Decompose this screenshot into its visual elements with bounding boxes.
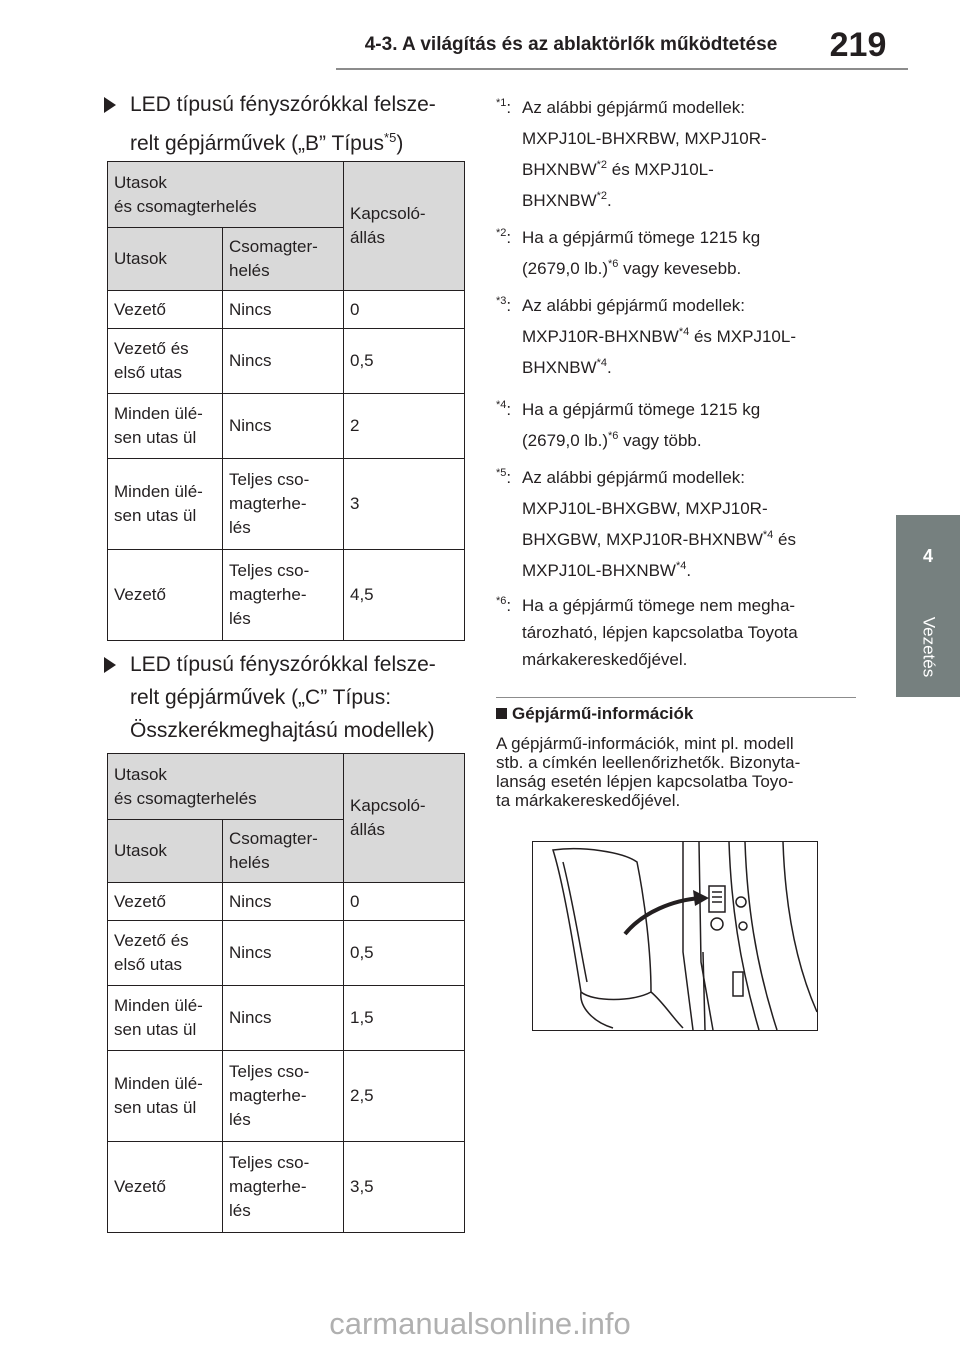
table-header-passengers: Utasok: [108, 228, 223, 291]
footnote-3: $^{*3}$: Az alábbi gépjármű modellek: MXPJ10R-BHXNBW$^{*4}$ és MXPJ10L- BHXNBW$^{*4}$.: [496, 295, 796, 377]
header-title: 4-3. A világítás és az ablaktörlők működtetése: [364, 34, 778, 55]
bullet-arrow-icon: [104, 657, 116, 673]
section-heading: Gépjármű-információk: [496, 704, 856, 724]
door-pillar-drawing: [533, 842, 817, 1030]
table-row: Vezető Nincs 0: [108, 291, 465, 329]
table-b-type: [107, 161, 465, 641]
bullet-arrow-icon: [104, 97, 116, 113]
watermark: carmanualsonline.info: [329, 1306, 631, 1341]
table-header-cargo: Csomagter- helés: [223, 228, 344, 291]
table-row: Minden ülé- sen utas ül Nincs 1,5: [108, 986, 465, 1051]
footnote-1: $^{*1}$: Az alábbi gépjármű modellek: MXPJ10L-BHXRBW, MXPJ10R- BHXNBW$^{*2}$ és MXPJ10L- BHXNBW$^{*2}$.: [496, 97, 767, 210]
table-row: Vezető Nincs 0: [108, 883, 465, 921]
header-rule: [336, 68, 908, 70]
table-header-load: Utasok és csomagterhelés: [108, 162, 344, 228]
bullet-led-b-type: LED típusú fényszórókkal felsze- relt gépjárművek („B” Típus$^{*5}$): [104, 88, 472, 160]
page-number: 219: [829, 26, 887, 64]
table-row: Minden ülé- sen utas ül Teljes cso- magterhe- lés 2,5: [108, 1051, 465, 1142]
section-divider: [496, 697, 856, 698]
table-row: Minden ülé- sen utas ül Teljes cso- magterhe- lés 3: [108, 459, 465, 550]
table-header-load: Utasok és csomagterhelés: [108, 754, 344, 820]
table-header-switch: Kapcsoló- állás: [344, 754, 465, 883]
footnote-4: $^{*4}$: Ha a gépjármű tömege 1215 kg (2679,0 lb.)$^{*6}$ vagy több.: [496, 399, 761, 450]
table-row: Vezető és első utas Nincs 0,5: [108, 329, 465, 394]
table-row: Vezető Teljes cso- magterhe- lés 3,5: [108, 1142, 465, 1233]
table-c-type: [107, 753, 465, 1233]
square-bullet-icon: [496, 708, 507, 719]
footnote-6: $^{*6}$: Ha a gépjármű tömege nem megha- tározható, lépjen kapcsolatba Toyota márkakereskedőjével.: [496, 595, 798, 669]
table-header-passengers: Utasok: [108, 820, 223, 883]
section-body: A gépjármű-információk, mint pl. modell stb. a címkén leellenőrizhetők. Bizonyta- lanság esetén lépjen kapcsolatba Toyo- ta márkakereskedőjével.: [496, 734, 801, 810]
bullet-led-c-type: LED típusú fényszórókkal felsze- relt gépjárművek („C” Típus: Összkerékmeghajtású modellek): [104, 648, 472, 747]
table-row: Vezető Teljes cso- magterhe- lés 4,5: [108, 550, 465, 641]
vehicle-label-illustration: [532, 841, 818, 1031]
table-header-cargo: Csomagter- helés: [223, 820, 344, 883]
table-header-switch: Kapcsoló- állás: [344, 162, 465, 291]
table-row: Minden ülé- sen utas ül Nincs 2: [108, 394, 465, 459]
table-row: Vezető és első utas Nincs 0,5: [108, 921, 465, 986]
chapter-tab-label[interactable]: Vezetés: [896, 597, 960, 697]
footnote-5: $^{*5}$: Az alábbi gépjármű modellek: MXPJ10L-BHXGBW, MXPJ10R- BHXGBW, MXPJ10R-BHXNBW$^{*4}$ és MXPJ10L-BHXNBW$^{*4}$.: [496, 467, 796, 580]
chapter-tab-number[interactable]: 4: [896, 515, 960, 597]
footnote-2: $^{*2}$: Ha a gépjármű tömege 1215 kg (2679,0 lb.)$^{*6}$ vagy kevesebb.: [496, 227, 761, 278]
